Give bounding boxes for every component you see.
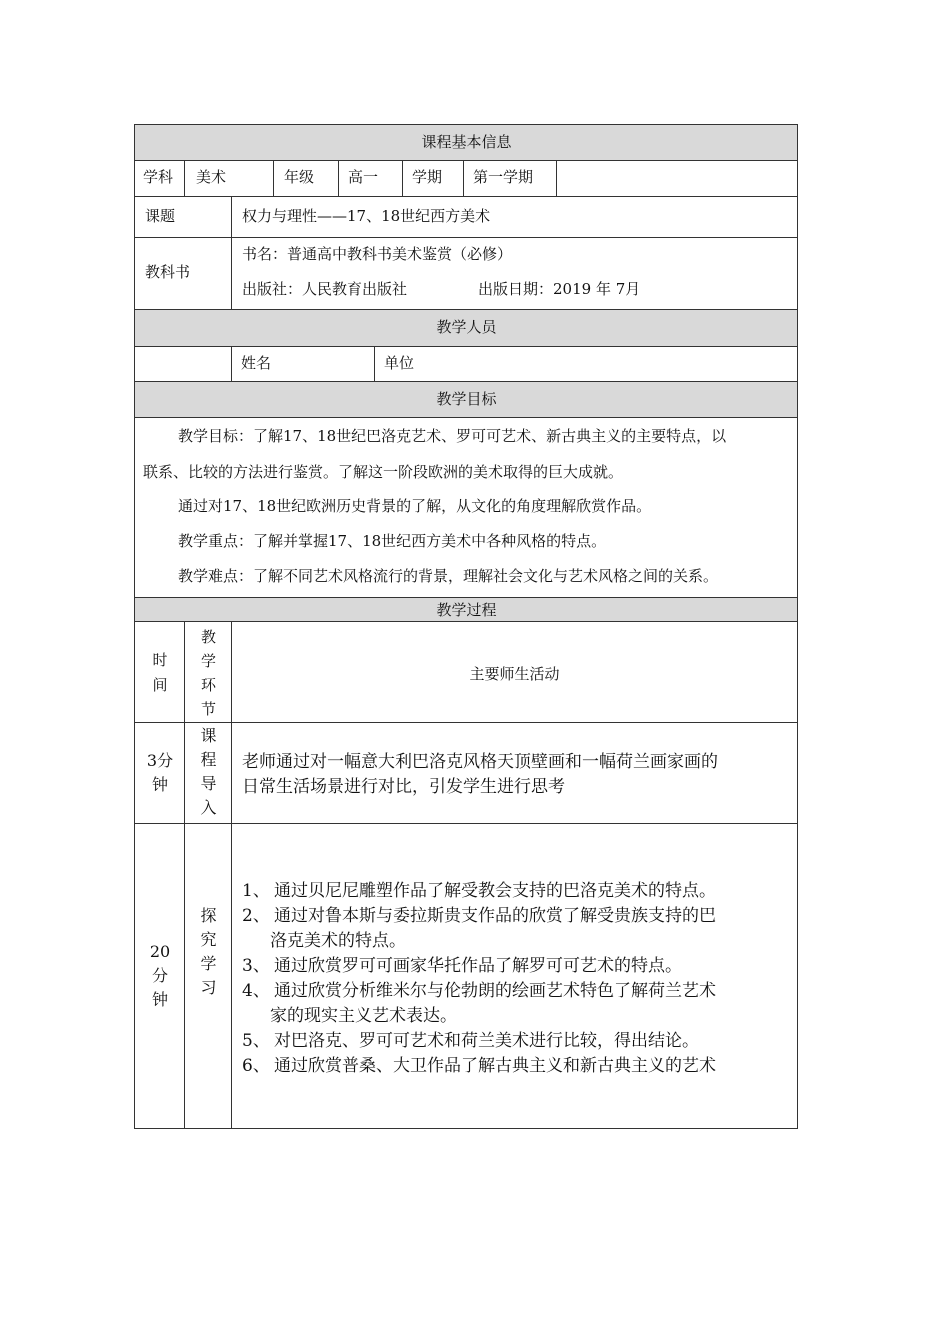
table-border: [273, 160, 274, 196]
row-time-explore: 20 分 钟: [149, 942, 171, 1009]
activity-item-text: 洛克美术的特点。: [270, 931, 406, 951]
section-title-basic-info: 课程基本信息: [421, 133, 512, 151]
activity-item-number: 1、: [242, 881, 270, 901]
activity-item-number: 3、: [242, 956, 270, 976]
table-border: [135, 196, 798, 197]
table-border: [338, 160, 339, 196]
topic-label: 课题: [145, 207, 176, 225]
table-border: [135, 417, 798, 418]
activity-item-text: 通过对鲁本斯与委拉斯贵支作品的欣赏了解受贵族支持的巴: [274, 906, 716, 926]
table-border: [135, 237, 798, 238]
row-stage-intro: 课 程 导 入: [200, 726, 217, 817]
topic-value: 权力与理性——17、18世纪西方美术: [242, 207, 491, 225]
row-time-intro: 3分 钟: [146, 751, 174, 794]
table-border: [231, 196, 232, 309]
section-title-goals: 教学目标: [436, 390, 497, 408]
table-border: [135, 309, 798, 310]
activity-item-text: 通过欣赏分析维米尔与伦勃朗的绘画艺术特色了解荷兰艺术: [274, 981, 716, 1001]
textbook-label: 教科书: [145, 263, 191, 281]
activity-item-text: 对巴洛克、罗可可艺术和荷兰美术进行比较，得出结论。: [274, 1031, 699, 1051]
section-title-staff: 教学人员: [436, 318, 497, 336]
table-border: [135, 124, 798, 125]
table-border: [797, 124, 798, 1129]
section-title-process: 教学过程: [436, 601, 497, 619]
activity-item-text: 通过贝尼尼雕塑作品了解受教会支持的巴洛克美术的特点。: [274, 881, 716, 901]
goal-text-line: 通过对17、18世纪欧洲历史背景的了解，从文化的角度理解欣赏作品。: [178, 497, 652, 515]
activity-item-text: 家的现实主义艺术表达。: [270, 1006, 457, 1026]
staff-name-label: 姓名: [241, 354, 272, 372]
table-border: [556, 160, 557, 196]
table-border: [135, 597, 798, 598]
table-border: [231, 346, 232, 381]
row-stage-explore: 探 究 学 习: [200, 906, 217, 997]
key-point-text: 教学重点：了解并掌握17、18世纪西方美术中各种风格的特点。: [178, 532, 607, 550]
textbook-publish-date: 出版日期：2019 年 7月: [478, 280, 641, 298]
table-border: [374, 346, 375, 381]
activity-intro-line: 日常生活场景进行对比，引发学生进行思考: [242, 777, 565, 797]
grade-value: 高一: [348, 168, 379, 186]
difficulty-text: 教学难点：了解不同艺术风格流行的背景，理解社会文化与艺术风格之间的关系。: [178, 567, 719, 585]
activity-intro-line: 老师通过对一幅意大利巴洛克风格天顶壁画和一幅荷兰画家画的: [242, 752, 718, 772]
table-border: [402, 160, 403, 196]
table-border: [135, 1128, 798, 1129]
table-border: [135, 823, 798, 824]
table-border: [463, 160, 464, 196]
grade-label: 年级: [284, 168, 315, 186]
activity-item-text: 通过欣赏罗可可画家华托作品了解罗可可艺术的特点。: [274, 956, 682, 976]
subject-value: 美术: [196, 168, 227, 186]
activity-item-number: 5、: [242, 1031, 270, 1051]
table-border: [135, 381, 798, 382]
textbook-name: 书名：普通高中教科书美术鉴赏（必修）: [242, 245, 513, 263]
term-value: 第一学期: [473, 168, 534, 186]
column-header-time: 时 间: [152, 651, 168, 694]
column-header-stage: 教 学 环 节: [200, 628, 216, 718]
activity-item-number: 2、: [242, 906, 270, 926]
table-border: [135, 722, 798, 723]
goal-text-line: 联系、比较的方法进行鉴赏。了解这一阶段欧洲的美术取得的巨大成就。: [143, 463, 624, 481]
goal-text-line: 教学目标：了解17、18世纪巴洛克艺术、罗可可艺术、新古典主义的主要特点，以: [178, 427, 727, 445]
staff-unit-label: 单位: [384, 354, 415, 372]
activity-item-number: 6、: [242, 1056, 270, 1076]
table-border: [135, 160, 798, 161]
term-label: 学期: [412, 168, 443, 186]
table-border: [184, 160, 185, 196]
table-border: [135, 346, 798, 347]
textbook-publisher: 出版社：人民教育出版社: [242, 280, 408, 298]
column-header-activity: 主要师生活动: [469, 665, 560, 683]
activity-item-text: 通过欣赏普桑、大卫作品了解古典主义和新古典主义的艺术: [274, 1056, 716, 1076]
activity-item-number: 4、: [242, 981, 270, 1001]
subject-label: 学科: [143, 168, 174, 186]
table-border: [135, 621, 798, 622]
